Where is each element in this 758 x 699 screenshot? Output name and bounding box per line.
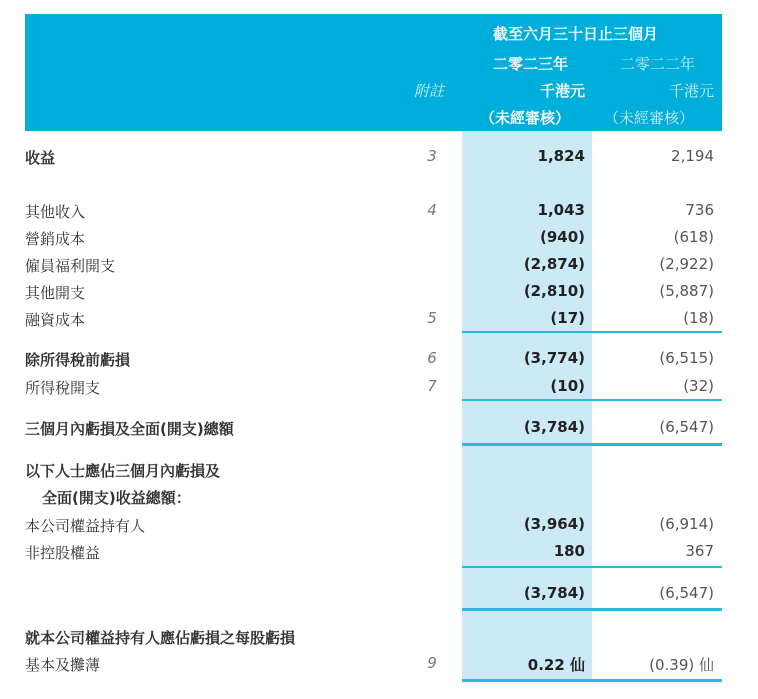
row-label: 融資成本 [25, 311, 86, 329]
table-row [0, 584, 758, 604]
table-row [0, 418, 758, 438]
row-note: 4 [427, 201, 437, 219]
divider [462, 443, 722, 446]
row-note: 9 [427, 654, 437, 672]
table-row [0, 487, 758, 507]
row-label: 其他開支 [25, 284, 86, 302]
table-row [0, 460, 758, 480]
value-2023: (2,810) [523, 282, 585, 300]
value-2022: (618) [673, 228, 714, 246]
col1-audit: （未經審核） [480, 109, 571, 127]
value-2023: (3,784) [523, 418, 585, 436]
table-row [0, 349, 758, 369]
row-label: 基本及攤薄 [25, 656, 101, 674]
value-2023: (10) [550, 377, 585, 395]
table-row [0, 255, 758, 275]
row-label: 以下人士應佔三個月內虧損及 [25, 462, 221, 480]
value-2023: (940) [539, 228, 585, 246]
table-row [0, 627, 758, 647]
divider [462, 399, 722, 401]
row-label: 僱員福利開支 [25, 257, 116, 275]
col1-unit: 千港元 [539, 82, 585, 100]
col2-audit: （未經審核） [604, 109, 695, 127]
note-heading: 附註 [414, 82, 445, 100]
table-row [0, 542, 758, 562]
row-label: 非控股權益 [25, 544, 101, 562]
table-row [0, 654, 758, 674]
value-2022: (18) [683, 309, 714, 327]
value-2023: (2,874) [523, 255, 585, 273]
row-label: 三個月內虧損及全面(開支)總額 [25, 420, 234, 438]
value-2023: (3,774) [523, 349, 585, 367]
col2-unit: 千港元 [668, 82, 714, 100]
table-row [0, 515, 758, 535]
row-label: 就本公司權益持有人應佔虧損之每股虧損 [25, 629, 296, 647]
value-2022: (5,887) [659, 282, 714, 300]
row-note: 3 [427, 147, 437, 165]
value-2022: (6,547) [659, 584, 714, 602]
value-2023: 180 [553, 542, 585, 560]
col1-year: 二零二三年 [493, 55, 569, 73]
value-2022: (6,547) [659, 418, 714, 436]
row-label: 營銷成本 [25, 230, 86, 248]
value-2023: 0.22 仙 [527, 656, 585, 674]
value-2022: (6,914) [659, 515, 714, 533]
value-2022: 2,194 [671, 147, 714, 165]
value-2022: (2,922) [659, 255, 714, 273]
value-2023: (17) [550, 309, 585, 327]
divider [462, 331, 722, 333]
divider [462, 566, 722, 568]
row-note: 5 [427, 309, 437, 327]
table-row [0, 309, 758, 329]
row-label: 除所得稅前虧損 [25, 351, 131, 369]
row-note: 7 [427, 377, 437, 395]
value-2022: (32) [683, 377, 714, 395]
col2-year: 二零二二年 [620, 55, 696, 73]
value-2023: 1,824 [537, 147, 585, 165]
row-label: 其他收入 [25, 203, 86, 221]
period-heading: 截至六月三十日止三個月 [493, 25, 659, 43]
value-2022: 367 [685, 542, 714, 560]
table-row [0, 228, 758, 248]
value-2023: (3,784) [523, 584, 585, 602]
table-row [0, 282, 758, 302]
row-note: 6 [427, 349, 437, 367]
table-row [0, 377, 758, 397]
divider [462, 679, 722, 682]
row-label: 所得稅開支 [25, 379, 101, 397]
value-2022: 736 [685, 201, 714, 219]
value-2023: 1,043 [537, 201, 585, 219]
value-2022: (6,515) [659, 349, 714, 367]
divider [462, 608, 722, 611]
table-row [0, 147, 758, 167]
value-2023: (3,964) [523, 515, 585, 533]
table-row [0, 201, 758, 221]
row-label: 全面(開支)收益總額： [42, 489, 191, 507]
row-label: 本公司權益持有人 [25, 517, 146, 535]
row-label: 收益 [25, 149, 56, 167]
value-2022: (0.39) 仙 [649, 656, 714, 674]
